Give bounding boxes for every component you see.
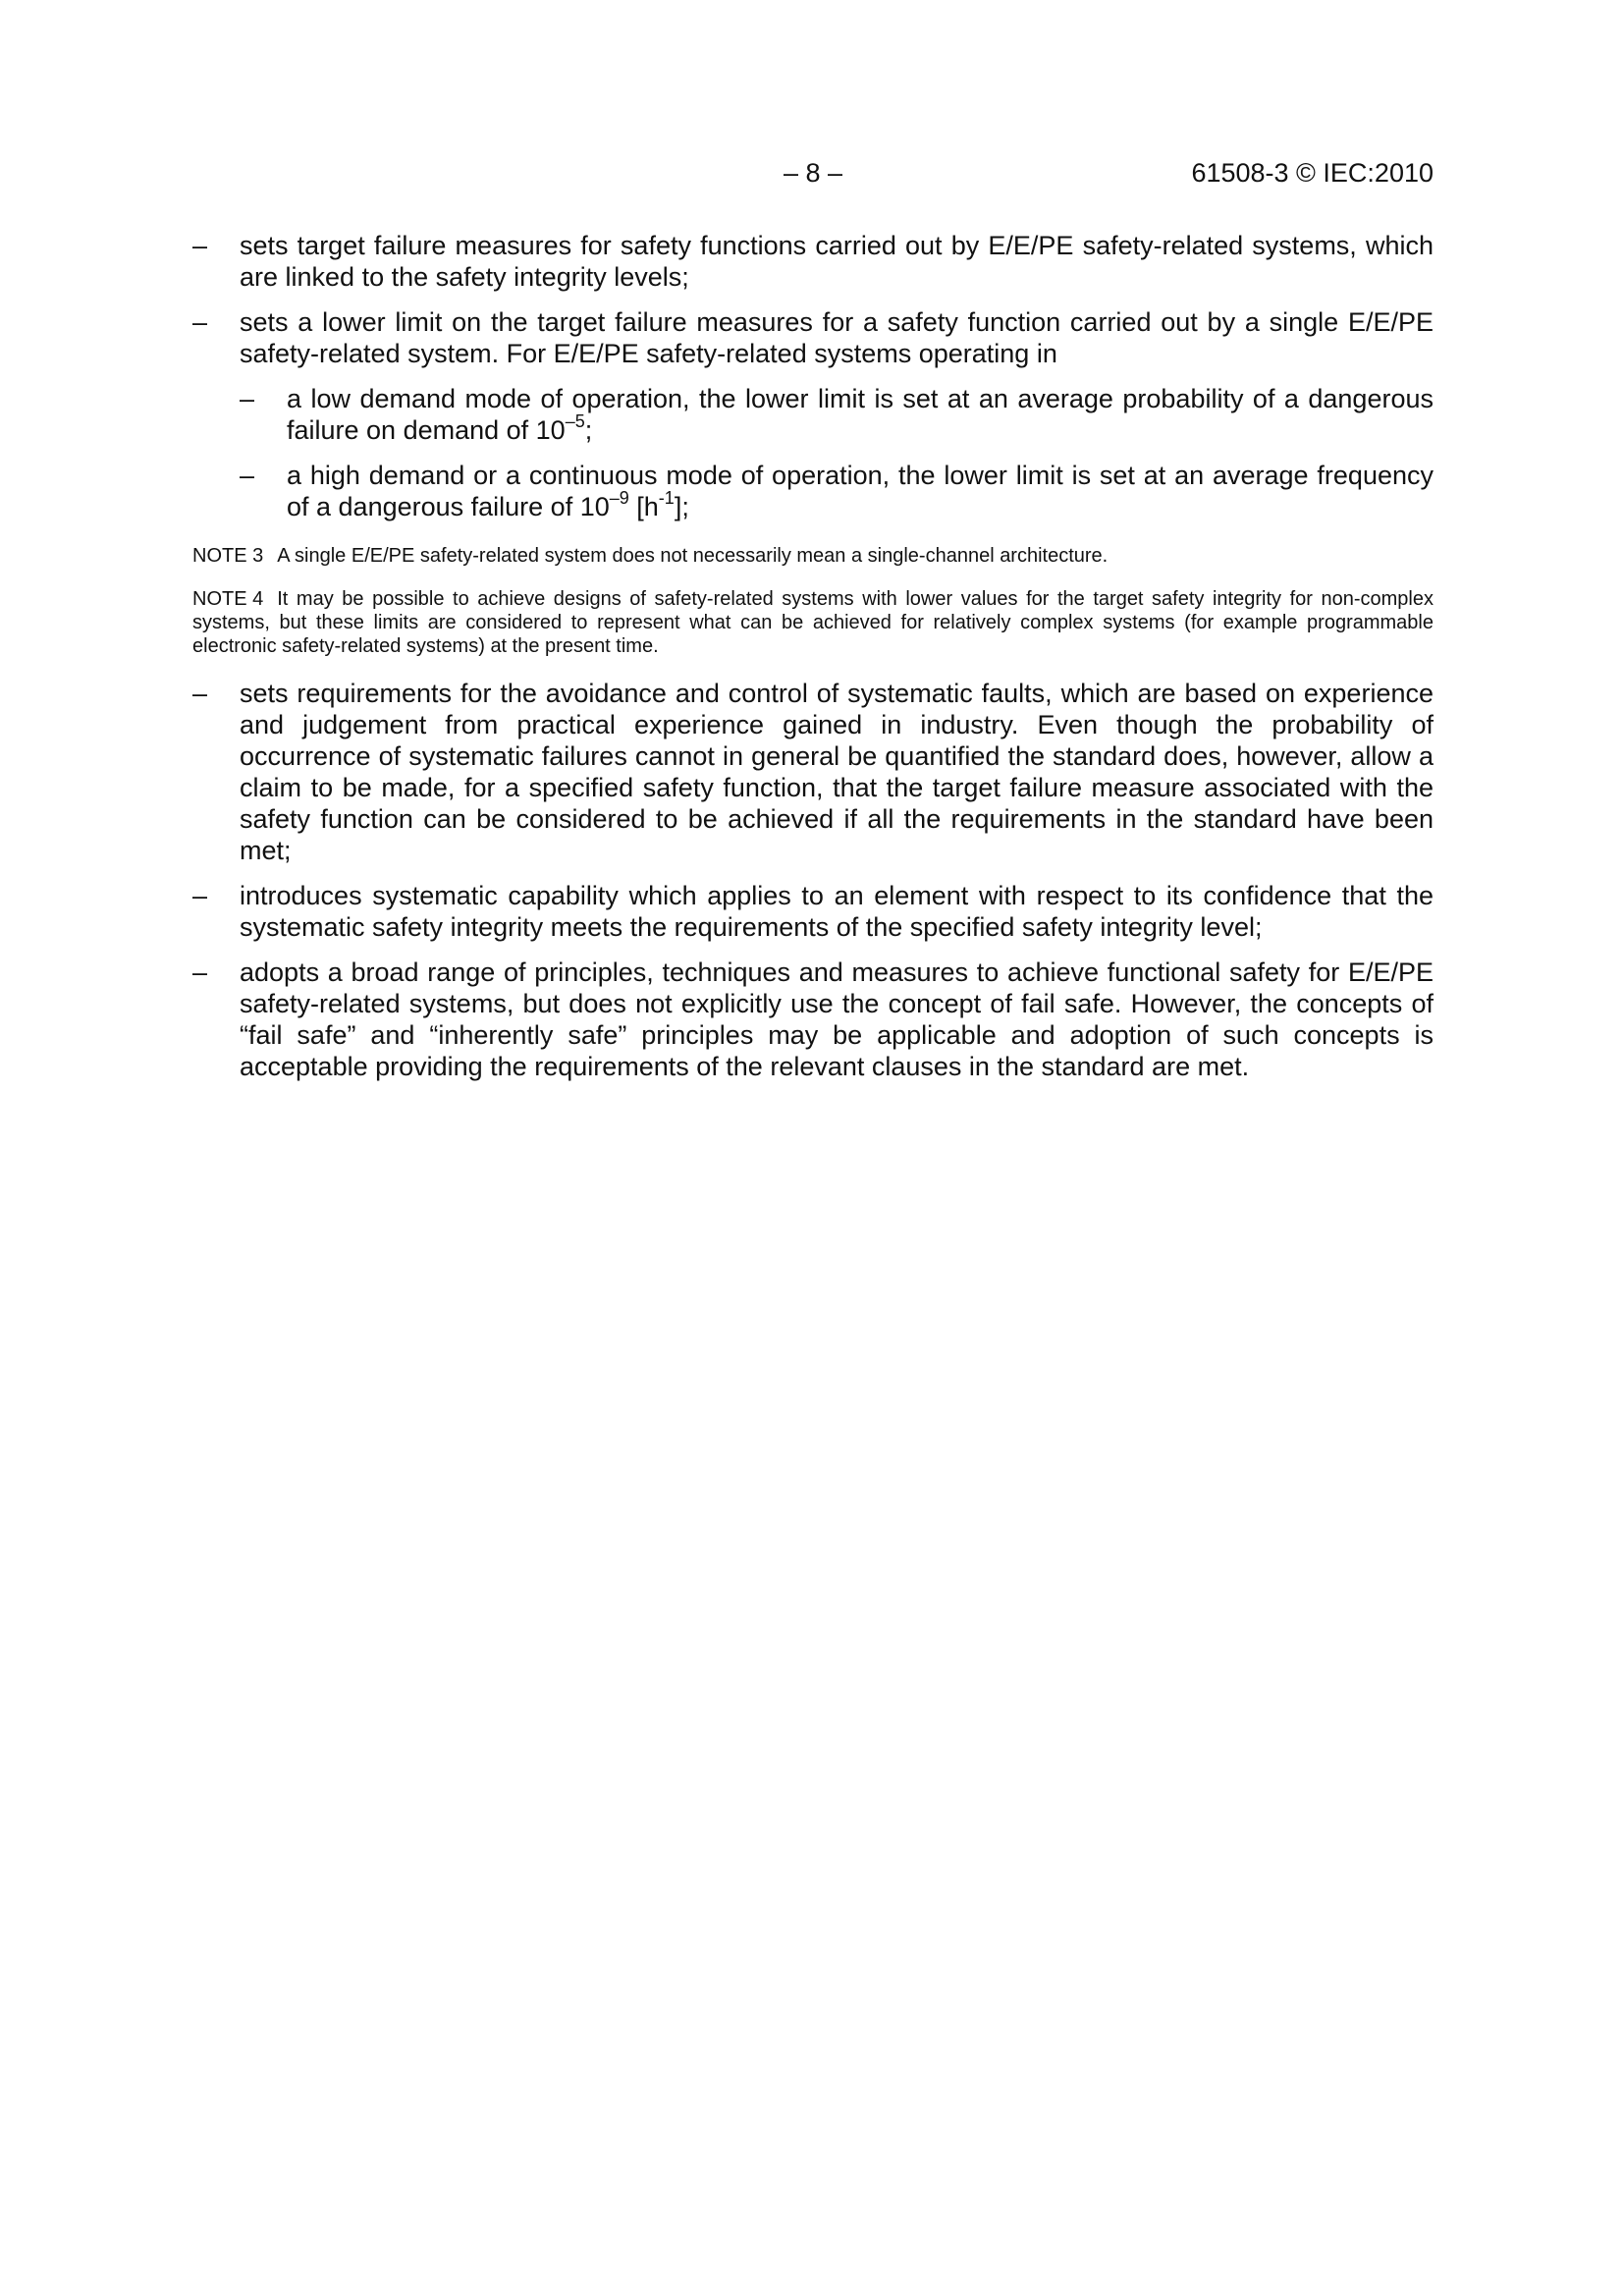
list-dash: – <box>192 957 208 987</box>
list-item <box>192 957 1434 1082</box>
document-reference: 61508-3 © IEC:2010 <box>1191 158 1434 188</box>
list-item-text: sets requirements for the avoidance and control of systematic faults, which are based on experience and judgement from practical experience gained in industry. Even though the probability of occurrence of systematic failures cannot in general be quantified the standard does, however, allow a claim to be made, for a specified safety function, that the target failure measure associated with the safety function can be considered to be achieved if all the requirements in the standard have been met; <box>240 679 1434 865</box>
note-label: NOTE 4 <box>192 588 264 610</box>
text-fragment: a low demand mode of operation, the lower limit is set at an average probability of a dangerous failure on demand of 10 <box>287 384 1434 445</box>
list-item <box>192 230 1434 293</box>
list-dash: – <box>192 231 208 260</box>
list-item-text: sets a lower limit on the target failure measures for a safety function carried out by a single E/E/PE safety-related system. For E/E/PE safety-related systems operating in <box>240 307 1434 368</box>
list-dash: – <box>192 307 208 337</box>
page-number: – 8 – <box>783 158 843 188</box>
note-label: NOTE 3 <box>192 545 264 567</box>
list-item-text: sets target failure measures for safety functions carried out by E/E/PE safety-related systems, which are linked to the safety integrity levels; <box>240 231 1434 292</box>
list-item <box>192 678 1434 866</box>
superscript: -1 <box>658 488 675 508</box>
note <box>192 587 1434 658</box>
list-dash: – <box>240 384 255 413</box>
page-header <box>192 157 1434 189</box>
sub-list-item-text <box>287 384 1434 445</box>
note-text: It may be possible to achieve designs of safety-related systems with lower values for the target safety integrity for non-complex systems, but these limits are considered to represent what can be achieved for relatively complex systems (for example programmable electronic safety-related systems) at the present time. <box>192 588 1434 657</box>
list-item <box>192 306 1434 369</box>
sub-list-item-text <box>287 461 1434 521</box>
list-item-text: adopts a broad range of principles, techniques and measures to achieve functional safety for E/E/PE safety-related systems, but does not explicitly use the concept of fail safe. However, the concepts of “fail safe” and “inherently safe” principles may be applicable and adoption of such concepts is acceptable providing the requirements of the relevant clauses in the standard are met. <box>240 957 1434 1081</box>
text-fragment: a high demand or a continuous mode of operation, the lower limit is set at an average frequency of a dangerous failure of 10 <box>287 461 1434 521</box>
list-item <box>192 880 1434 943</box>
list-dash: – <box>192 679 208 708</box>
note <box>192 544 1434 568</box>
superscript: –5 <box>565 411 585 431</box>
text-fragment: ; <box>584 415 593 445</box>
text-fragment: ]; <box>674 492 689 521</box>
body-text <box>192 230 1434 1096</box>
superscript: –9 <box>609 488 629 508</box>
text-fragment: [h <box>628 492 659 521</box>
sub-list-item <box>192 460 1434 522</box>
list-dash: – <box>240 461 255 490</box>
list-dash: – <box>192 881 208 910</box>
list-item-text: introduces systematic capability which applies to an element with respect to its confidence that the systematic safety integrity meets the requirements of the specified safety integrity level; <box>240 881 1434 942</box>
sub-list-item <box>192 383 1434 446</box>
note-text: A single E/E/PE safety-related system does not necessarily mean a single-channel architecture. <box>277 545 1109 567</box>
